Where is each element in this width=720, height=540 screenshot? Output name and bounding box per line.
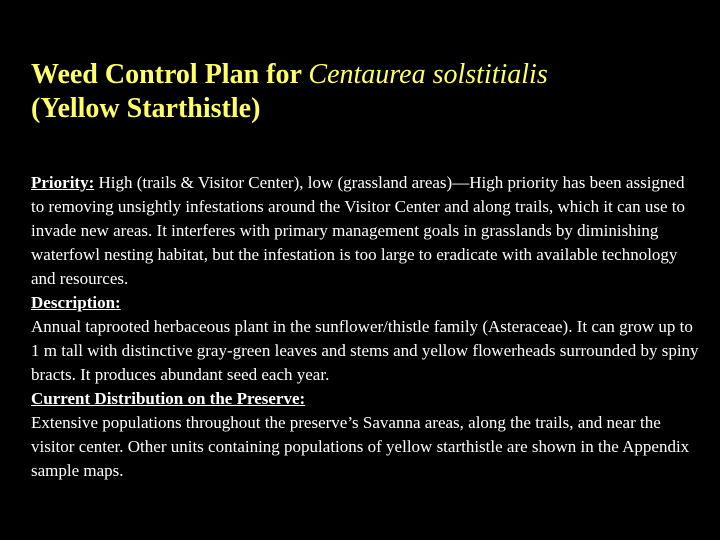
- title-species: Centaurea solstitialis: [308, 59, 548, 90]
- title-prefix: Weed Control Plan for: [31, 59, 309, 90]
- slide-title: [31, 58, 701, 126]
- priority-text: High (trails & Visitor Center), low (grassland areas)—High priority has been assigned to removing unsightly infestations around the Visitor Center and along trails, which it can use to invade new areas. It interferes with primary management goals in grasslands by diminishing waterfowl nesting habitat, but the infestation is too large to eradicate with available technology and resources.: [31, 173, 685, 288]
- distribution-heading-line: [31, 387, 701, 411]
- description-heading: Description:: [31, 293, 121, 312]
- description-heading-line: [31, 291, 701, 315]
- priority-section: [31, 171, 701, 291]
- priority-heading: Priority:: [31, 173, 95, 192]
- distribution-text: Extensive populations throughout the preserve’s Savanna areas, along the trails, and near the visitor center. Other units containing populations of yellow starthistle are shown in the Appendix sample maps.: [31, 413, 690, 480]
- distribution-heading: Current Distribution on the Preserve:: [31, 389, 306, 408]
- title-common-name: (Yellow Starthistle): [31, 93, 261, 124]
- description-text: Annual taprooted herbaceous plant in the sunflower/thistle family (Asteraceae). It can grow up to 1 m tall with distinctive gray-green leaves and stems and yellow flowerheads surrounded by spiny bracts. It produces abundant seed each year.: [31, 317, 699, 384]
- slide-body: [31, 171, 701, 483]
